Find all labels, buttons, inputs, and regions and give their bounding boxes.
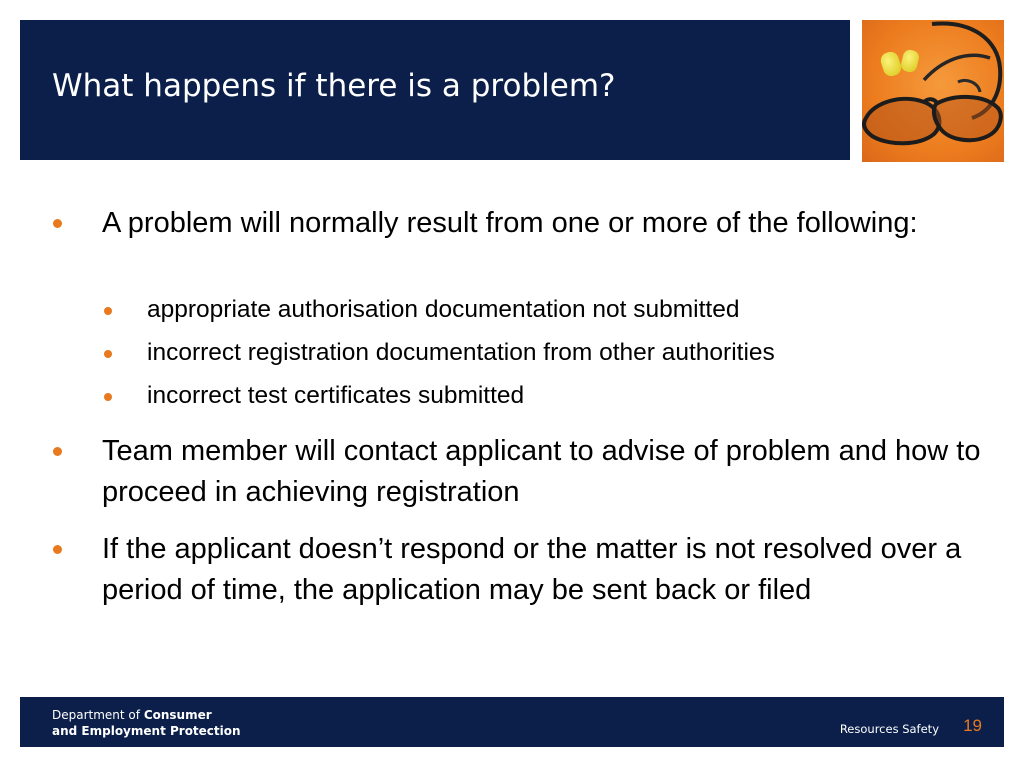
dept-prefix: Department of [52, 708, 144, 722]
sub-bullet-text: appropriate authorisation documentation not submitted [147, 296, 740, 323]
dept-name-bold-2: and Employment Protection [52, 724, 241, 738]
bullet-item [102, 529, 982, 611]
division-name: Resources Safety [839, 722, 939, 736]
sub-bullet-item [147, 381, 967, 411]
bullet-dot-icon [53, 219, 62, 228]
sub-bullet-text: incorrect registration documentation from other authorities [147, 339, 775, 366]
bullet-text: A problem will normally result from one or more of the following: [102, 207, 918, 239]
dept-name-bold-1: Consumer [143, 708, 212, 722]
sub-bullet-dot-icon [104, 393, 112, 401]
department-name [52, 707, 241, 739]
bullet-dot-icon [53, 545, 62, 554]
footer-bar [20, 697, 1004, 747]
sub-bullet-text: incorrect test certificates submitted [147, 382, 525, 409]
sub-bullet-dot-icon [104, 350, 112, 358]
bullet-text: If the applicant doesn’t respond or the matter is not resolved over a period of time, the application may be sent back or filed [102, 533, 962, 606]
bullet-item [102, 431, 982, 513]
sub-bullet-dot-icon [104, 307, 112, 315]
slide-title: What happens if there is a problem? [52, 68, 616, 104]
sub-bullet-item [147, 295, 967, 325]
bullet-item [102, 203, 982, 244]
page-number: 19 [963, 716, 982, 735]
bullet-text: Team member will contact applicant to advise of problem and how to proceed in achieving registration [102, 435, 981, 508]
sub-bullet-item [147, 338, 967, 368]
bullet-dot-icon [53, 447, 62, 456]
